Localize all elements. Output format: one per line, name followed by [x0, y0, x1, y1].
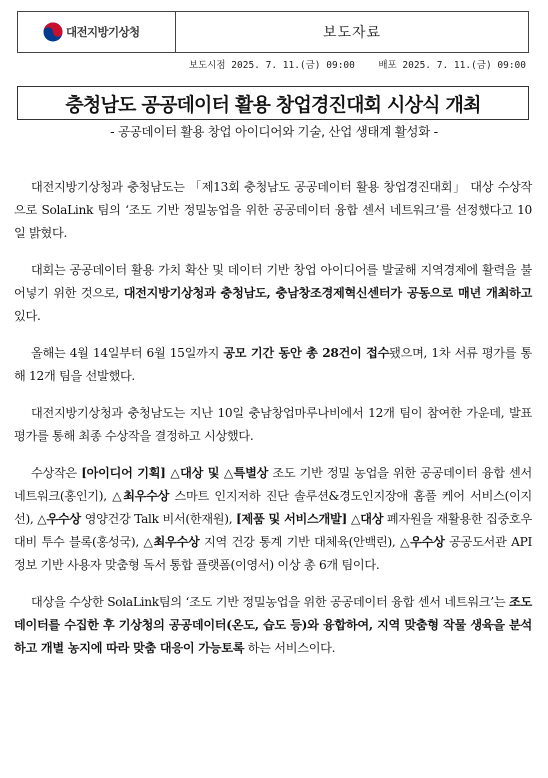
- text-run: 있다.: [14, 309, 41, 323]
- title-box: [17, 86, 529, 120]
- paragraph-5: [14, 462, 532, 577]
- bold-text-run: △최우수상: [143, 535, 200, 549]
- header-box: [17, 11, 529, 53]
- text-run: 올해는 4월 14일부터 6월 15일까지: [31, 346, 224, 360]
- agency-name: 대전지방기상청: [66, 25, 140, 39]
- distribution-label: 배포: [378, 60, 397, 71]
- release-time-value: 2025. 7. 11.(금) 09:00: [231, 60, 355, 71]
- paragraph-6: [14, 591, 532, 660]
- page-subtitle: - 공공데이터 활용 창업 아이디어와 기술, 산업 생태계 활성화 -: [110, 124, 438, 139]
- page-title: 충청남도 공공데이터 활용 창업경진대회 시상식 개최: [65, 93, 481, 116]
- taegeuk-logo-icon: [43, 22, 63, 42]
- doc-type-label: 보도자료: [322, 25, 382, 41]
- text-run: 폐자원을 재활용한 집중호우 대비 투수 블록(홍성국),: [14, 512, 533, 549]
- text-run: 영양건강 Talk 비서(한재원),: [80, 512, 237, 526]
- agency-logo: [18, 12, 176, 52]
- paragraph-1: [14, 176, 532, 245]
- text-run: 공공도서관 API 정보 기반 사용자 맞춤형 독서 통합 플랫폼(이영서) 이상 총 6개 팀이다.: [14, 535, 533, 572]
- bold-text-run: 대전지방기상청과 충청남도, 충남창조경제혁신센터가 공동으로 매년 개최하고: [123, 286, 532, 300]
- article-body: [14, 176, 532, 674]
- paragraph-2: [14, 259, 532, 328]
- bold-text-run: 조도 데이터를 수집한 후 기상청의 공공데이터(온도, 습도 등)와 융합하여, 지역 맞춤형 작물 생육을 분석하고 개별 농지에 따라 맞춤 대응이 가능토록: [14, 595, 532, 655]
- text-run: 대회는 공공데이터 활용 가치 확산 및 데이터 기반 창업 아이디어를 발굴해 지역경제에 활력을 불어넣기 위한 것으로,: [14, 263, 532, 300]
- text-run: 수상작은: [31, 466, 82, 480]
- bold-text-run: 공모 기간 동안 총 28건이 접수: [223, 346, 390, 360]
- text-run: 대전지방기상청과 충청남도는 지난 10일 충남창업마루나비에서 12개 팀이 참여한 가운데, 발표평가를 통해 최종 수상작을 결정하고 시상했다.: [14, 406, 532, 443]
- release-info: [189, 57, 526, 71]
- bold-text-run: △최우수상: [112, 489, 170, 503]
- bold-text-run: △우수상: [400, 535, 445, 549]
- bold-text-run: [아이디어 기획] △대상 및 △특별상: [81, 466, 269, 480]
- text-run: 하는 서비스이다.: [244, 641, 336, 655]
- release-time-label: 보도시점: [188, 60, 226, 71]
- paragraph-4: [14, 402, 532, 448]
- text-run: 대상을 수상한 SolaLink팀의 ‘조도 기반 정밀농업을 위한 공공데이터 융합 센서 네트워크’는: [31, 595, 510, 609]
- text-run: 대전지방기상청과 충청남도는 「제13회 충청남도 공공데이터 활용 창업경진대회」 대상 수상작으로 SolaLink 팀의 ‘조도 기반 정밀농업을 위한 공공데이터 융합 센서 네트워크’를 선정했다고 10일 밝혔다.: [14, 180, 532, 240]
- text-run: 조도 기반 정밀 농업을 위한 공공데이터 융합 센서 네트워크(홍인기),: [14, 466, 532, 503]
- distribution-value: 2025. 7. 11.(금) 09:00: [402, 60, 526, 71]
- text-run: 지역 건강 통계 기반 대체육(안백린),: [199, 535, 401, 549]
- doc-type-cell: [176, 12, 528, 52]
- bold-text-run: [제품 및 서비스개발] △대상: [236, 512, 384, 526]
- paragraph-3: [14, 342, 532, 388]
- text-run: 됐으며, 1차 서류 평가를 통해 12개 팀을 선발했다.: [14, 346, 532, 383]
- bold-text-run: △우수상: [37, 512, 81, 526]
- text-run: 스마트 인지저하 진단 솔루션&경도인지장애 홈풀 케어 서비스(이지선),: [14, 489, 533, 526]
